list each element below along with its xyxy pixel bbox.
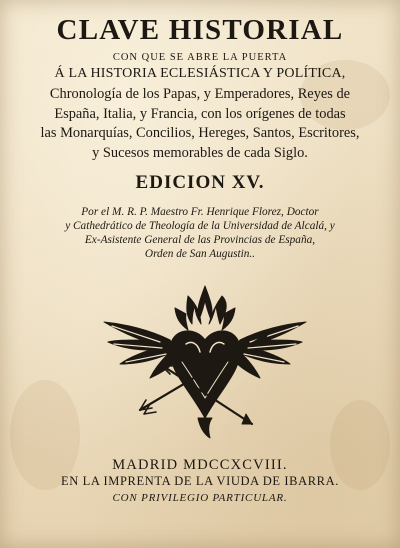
imprint-city-year: MADRID MDCCXCVIII.	[112, 457, 288, 473]
author-line: Por el M. R. P. Maestro Fr. Henrique Florez, Doctor	[81, 206, 319, 218]
description-line: y Sucesos memorables de cada Siglo.	[92, 145, 308, 161]
book-title: CLAVE HISTORIAL	[56, 14, 344, 46]
edition-statement: EDICION XV.	[135, 172, 265, 193]
description-line: España, Italia, y Francia, con los orígenes de todas	[54, 106, 346, 122]
imprint-privilege: CON PRIVILEGIO PARTICULAR.	[112, 492, 288, 504]
flame-icon	[175, 286, 235, 330]
description-line: las Monarquías, Concilios, Hereges, Santos, Escritores,	[40, 125, 360, 141]
book-subtitle: CON QUE SE ABRE LA PUERTA	[112, 52, 288, 63]
pierced-heart-with-wings-icon	[100, 278, 310, 448]
author-line: Ex-Asistente General de las Provincias de España,	[84, 234, 316, 246]
author-line: y Cathedrático de Theología de la Universidad de Alcalá, y	[65, 220, 335, 232]
subject-line: Á LA HISTORIA ECLESIÁSTICA Y POLÍTICA,	[54, 66, 346, 81]
imprint-printer: EN LA IMPRENTA DE LA VIUDA DE IBARRA.	[61, 474, 339, 488]
heart-icon	[170, 331, 240, 418]
author-line: Orden de San Augustin..	[144, 248, 256, 260]
description-line: Chronología de los Papas, y Emperadores, Reyes de	[49, 86, 351, 102]
